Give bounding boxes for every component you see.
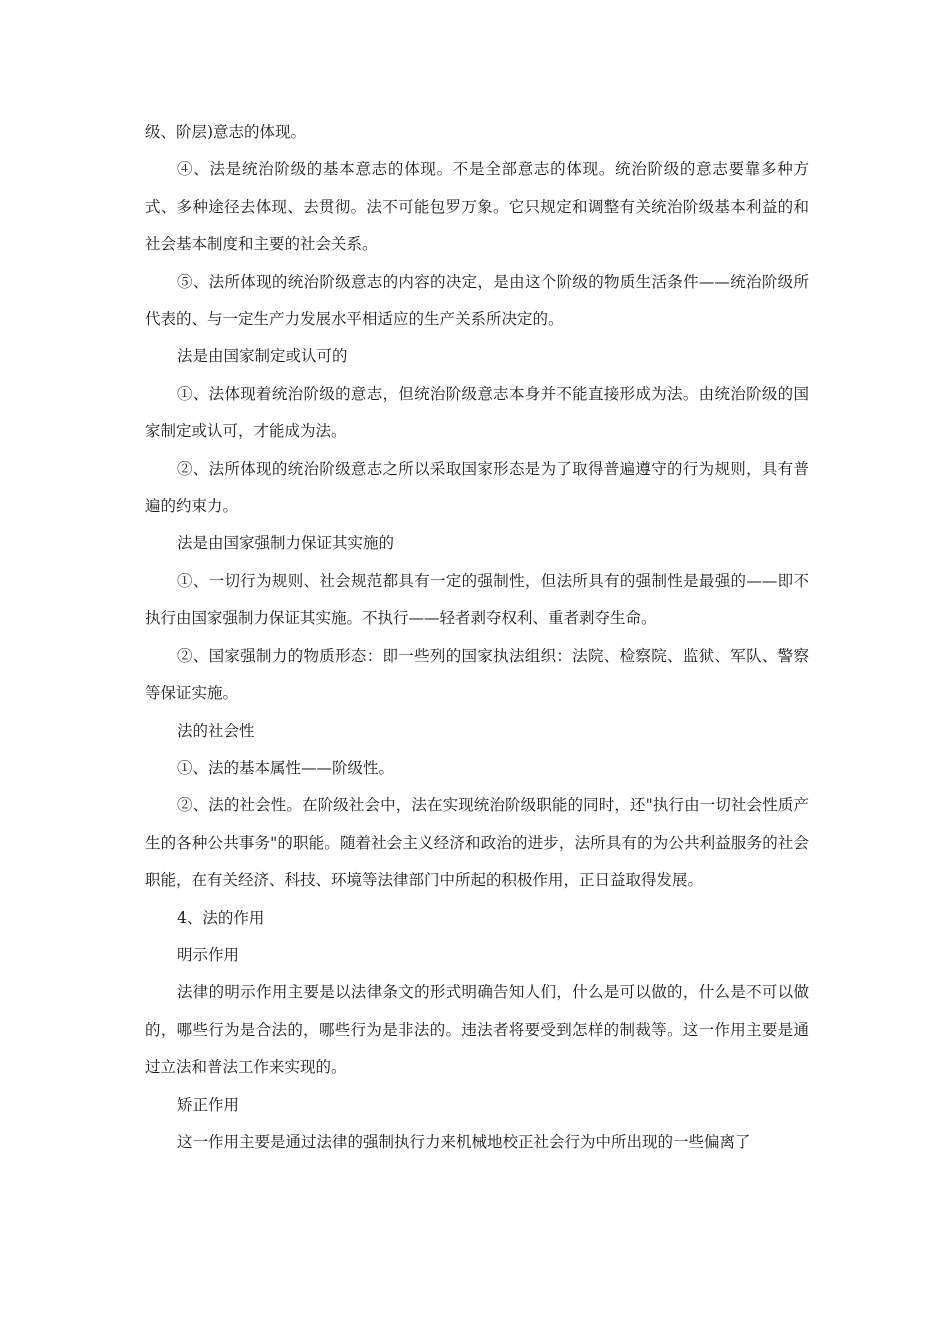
section-heading: 法的社会性 — [177, 721, 255, 740]
section-heading: 法是由国家强制力保证其实施的 — [177, 534, 395, 553]
paragraph: 级、阶层)意志的体现。 — [145, 123, 307, 141]
paragraph: ④、法是统治阶级的基本意志的体现。不是全部意志的体现。统治阶级的意志要靠多种方式、多种途径去体现、去贯彻。法不可能包罗万象。它只规定和调整有关统治阶级基本利益的和社会基本制度和主要的社会关系。 — [145, 160, 809, 254]
paragraph: 法律的明示作用主要是以法律条文的形式明确告知人们，什么是可以做的，什么是不可以做的，哪些行为是合法的，哪些行为是非法的。违法者将要受到怎样的制裁等。这一作用主要是通过立法和普法工作来实现的。 — [145, 983, 809, 1077]
subsection-heading: 矫正作用 — [177, 1095, 240, 1114]
paragraph: ②、法所体现的统治阶级意志之所以采取国家形态是为了取得普遍遵守的行为规则，具有普遍的约束力。 — [145, 459, 809, 516]
paragraph: 这一作用主要是通过法律的强制执行力来机械地校正社会行为中所出现的一些偏离了 — [177, 1132, 751, 1151]
paragraph: ②、国家强制力的物质形态：即一些列的国家执法组织：法院、检察院、监狱、军队、警察等保证实施。 — [145, 646, 809, 703]
paragraph: ⑤、法所体现的统治阶级意志的内容的决定，是由这个阶级的物质生活条件——统治阶级所代表的、与一定生产力发展水平相适应的生产关系所决定的。 — [145, 272, 809, 329]
section-heading: 法是由国家制定或认可的 — [177, 347, 348, 366]
paragraph: ①、一切行为规则、社会规范都具有一定的强制性，但法所具有的强制性是最强的——即不执行由国家强制力保证其实施。不执行——轻者剥夺权利、重者剥夺生命。 — [145, 571, 809, 628]
section-heading: 4、法的作用 — [177, 908, 265, 927]
paragraph: ②、法的社会性。在阶级社会中，法在实现统治阶级职能的同时，还"执行由一切社会性质产生的各种公共事务"的职能。随着社会主义经济和政治的进步，法所具有的为公共利益服务的社会职能，在有关经济、科技、环境等法律部门中所起的积极作用，正日益取得发展。 — [145, 796, 809, 890]
paragraph: ①、法的基本属性——阶级性。 — [177, 758, 395, 777]
subsection-heading: 明示作用 — [177, 945, 240, 964]
document-page — [145, 114, 809, 1161]
paragraph: ①、法体现着统治阶级的意志，但统治阶级意志本身并不能直接形成为法。由统治阶级的国家制定或认可，才能成为法。 — [145, 384, 809, 441]
